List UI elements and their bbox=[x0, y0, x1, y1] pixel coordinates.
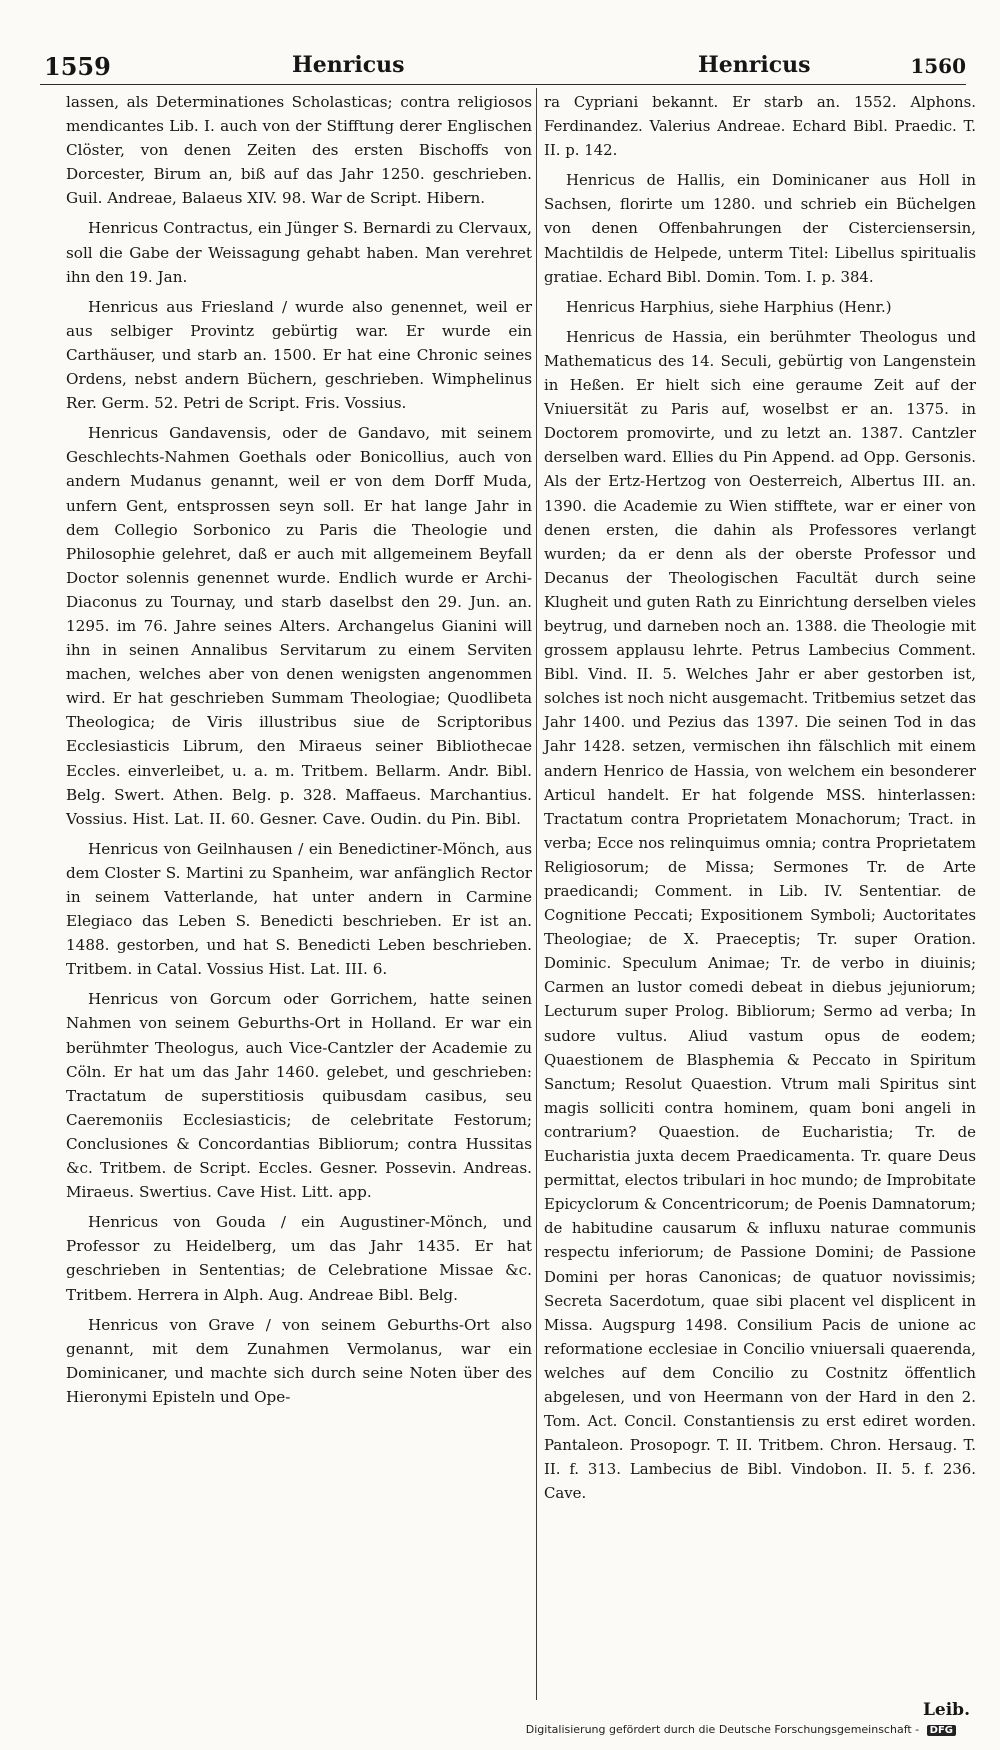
left-column bbox=[66, 90, 532, 1415]
running-title-left: Henricus bbox=[292, 52, 405, 78]
entry-paragraph: Henricus aus Friesland / wurde also genennet, weil er aus selbiger Provintz gebürtig war. Er wurde ein Carthäuser, und starb an. 1500. Er hat eine Chronic seines Ordens, nebst andern Büchern, geschrieben. Wimphelinus Rer. Germ. 52. Petri de Script. Fris. Vossius. bbox=[66, 297, 532, 413]
entry-paragraph: Henricus von Geilnhausen / ein Benedictiner-Mönch, aus dem Closter S. Martini zu Spanheim, war anfänglich Rector in seinem Vatterlande, hat unter andern in Carmine Elegiaco das Leben S. Benedicti beschrieben. Er ist an. 1488. gestorben, und hat S. Benedicti Leben beschrieben. Tritbem. in Catal. Vossius Hist. Lat. III. 6. bbox=[66, 839, 532, 979]
entry-paragraph: Henricus Harphius, siehe Harphius (Henr.) bbox=[566, 297, 892, 316]
digitization-footer bbox=[526, 1723, 956, 1736]
column-divider bbox=[536, 88, 537, 1700]
page-number-right: 1560 bbox=[910, 54, 966, 78]
footer-text: Digitalisierung gefördert durch die Deutsche Forschungsgemeinschaft - bbox=[525, 1723, 920, 1736]
entry-paragraph: Henricus de Hallis, ein Dominicaner aus Holl in Sachsen, florirte um 1280. und schrieb ein Büchelgen von denen Offenbahrungen der Cisterciensersin, Machtildis de Helpede, unterm Titel: Libellus spiritualis gratiae. Echard Bibl. Domin. Tom. I. p. 384. bbox=[544, 171, 976, 286]
dfg-logo: DFG bbox=[927, 1725, 956, 1736]
running-header bbox=[34, 52, 966, 86]
entry-paragraph: Henricus von Gouda / ein Augustiner-Mönch, und Professor zu Heidelberg, um das Jahr 1435. Er hat geschrieben in Sententias; de Celebratione Missae &c. Tritbem. Herrera in Alph. Aug. Andreae Bibl. Belg. bbox=[66, 1213, 532, 1304]
entry-paragraph: lassen, als Determinationes Scholasticas; contra religiosos mendicantes Lib. I. auch von der Stifftung derer Englischen Clöster, von denen Zeiten des ersten Bischoffs von Dorcester, Birum an, biß auf das Jahr 1250. geschrieben. Guil. Andreae, Balaeus XIV. 98. War de Script. Hibern. bbox=[66, 93, 532, 208]
page-number-left: 1559 bbox=[44, 52, 111, 81]
entry-paragraph: Henricus de Hassia, ein berühmter Theologus und Mathematicus des 14. Seculi, gebürtig von Langenstein in Heßen. Er hielt sich eine geraume Zeit auf der Vniuersität zu Paris auf, woselbst er an. 1375. in Doctorem promovirte, und zu letzt an. 1387. Cantzler derselben ward. Ellies du Pin Append. ad Opp. Gersonis. Als der Ertz-Hertzog von Oesterreich, Albertus III. an. 1390. die Academie zu Wien stifftete, war er einer von denen ersten, die dahin als Professores verlangt wurden; da er denn als der oberste Professor und Decanus der Theologischen Facultät durch seine Klugheit und guten Rath zu Einrichtung derselben vieles beytrug, und darneben noch an. 1388. die Theologie mit grossem applausu lehrte. Petrus Lambecius Comment. Bibl. Vind. II. 5. Welches Jahr er aber gestorben ist, solches ist noch nicht ausgemacht. Tritbemius setzet das Jahr 1400. und Pezius das 1397. Die seinen Tod in das Jahr 1428. setzen, vermischen ihn fälschlich mit einem andern Henrico de Hassia, von welchem ein besonderer Articul handelt. Er hat folgende MSS. hinterlassen: Tractatum contra Proprietatem Monachorum; Tract. in verba; Ecce nos relinquimus omnia; contra Proprietatem Religiosorum; de Missa; Sermones Tr. de Arte praedicandi; Comment. in Lib. IV. Sententiar. de Cognitione Peccati; Expositionem Symboli; Auctoritates Theologiae; de X. Praeceptis; Tr. super Oration. Dominic. Speculum Animae; Tr. de verbo in diuinis; Carmen an lustor comedi debeat in diebus jejuniorum; Lecturum super Prolog. Bibliorum; Sermo ad verba; In sudore vultus. Aliud vastum opus de eodem; Quaestionem de Blasphemia & Peccato in Spiritum Sanctum; Resolut Quaestion. Vtrum mali Spiritus sint magis solliciti contra hominem, quam boni angeli in contrarium? Quaestion. de Eucharistia; Tr. de Eucharistia juxta decem Praedicamenta. Tr. quare Deus permittat, electos tribulari in hoc mundo; de Improbitate Epicyclorum & Concentricorum; de Poenis Damnatorum; de habitudine causarum & influxu naturae communis respectu inferiorum; de Passione Domini; de Passione Domini per horas Canonicas; de quatuor novissimis; Secreta Sacerdotum, quae sibi placent vel displicent in Missa. Augspurg 1498. Consilium Pacis de unione ac reformatione ecclesiae in Concilio vniuersali quaerenda, welches auf dem Concilio zu Costnitz öffentlich abgelesen, und von Heermann von der Hard in den 2. Tom. Act. Concil. Constantiensis zu erst ediret worden. Pantaleon. Prosopogr. T. II. Tritbem. Chron. Hersaug. T. II. f. 313. Lambecius de Bibl. Vindobon. II. 5. f. 236. Cave. bbox=[544, 327, 976, 1503]
entry-paragraph: Henricus von Grave / von seinem Geburths-Ort also genannt, mit dem Zunahmen Vermolanus, war ein Dominicaner, und machte sich durch seine Noten über des Hieronymi Episteln und Ope- bbox=[66, 1315, 532, 1406]
entry-paragraph: Henricus Contractus, ein Jünger S. Bernardi zu Clervaux, soll die Gabe der Weissagung gehabt haben. Man verehret ihn den 19. Jan. bbox=[66, 219, 532, 286]
right-column bbox=[544, 90, 976, 1511]
header-rule bbox=[40, 84, 966, 85]
running-title-right: Henricus bbox=[698, 52, 811, 78]
entry-paragraph: Henricus Gandavensis, oder de Gandavo, mit seinem Geschlechts-Nahmen Goethals oder Bonicollius, auch von andern Mudanus genannt, weil er von dem Dorff Muda, unfern Gent, entsprossen seyn soll. Er hat lange Jahr in dem Collegio Sorbonico zu Paris die Theologie und Philosophie gelehret, daß er auch mit allgemeinem Beyfall Doctor solennis genennet wurde. Endlich wurde er Archi-Diaconus zu Tournay, und starb daselbst den 29. Jun. an. 1295. im 76. Jahre seines Alters. Archangelus Gianini will ihn in seinen Annalibus Servitarum zu einem Serviten machen, welches aber von denen wenigsten angenommen wird. Er hat geschrieben Summam Theologiae; Quodlibeta Theologica; de Viris illustribus siue de Scriptoribus Ecclesiasticis Librum, den Miraeus seiner Bibliothecae Eccles. einverleibet, u. a. m. Tritbem. Bellarm. Andr. Bibl. Belg. Swert. Athen. Belg. p. 328. Maffaeus. Marchantius. Vossius. Hist. Lat. II. 60. Gesner. Cave. Oudin. du Pin. Bibl. bbox=[66, 424, 532, 828]
entry-paragraph: Henricus von Gorcum oder Gorrichem, hatte seinen Nahmen von seinem Geburths-Ort in Holland. Er war ein berühmter Theologus, auch Vice-Cantzler der Academie zu Cöln. Er hat um das Jahr 1460. gelebet, und geschrieben: Tractatum de superstitiosis quibusdam casibus, seu Caeremoniis Ecclesiasticis; de celebritate Festorum; Conclusiones & Concordantias Bibliorum; contra Hussitas &c. Tritbem. de Script. Eccles. Gesner. Possevin. Andreas. Miraeus. Swertius. Cave Hist. Litt. app. bbox=[66, 990, 532, 1202]
catchword: Leib. bbox=[922, 1700, 970, 1720]
entry-paragraph: ra Cypriani bekannt. Er starb an. 1552. Alphons. Ferdinandez. Valerius Andreae. Echard Bibl. Praedic. T. II. p. 142. bbox=[544, 93, 976, 160]
